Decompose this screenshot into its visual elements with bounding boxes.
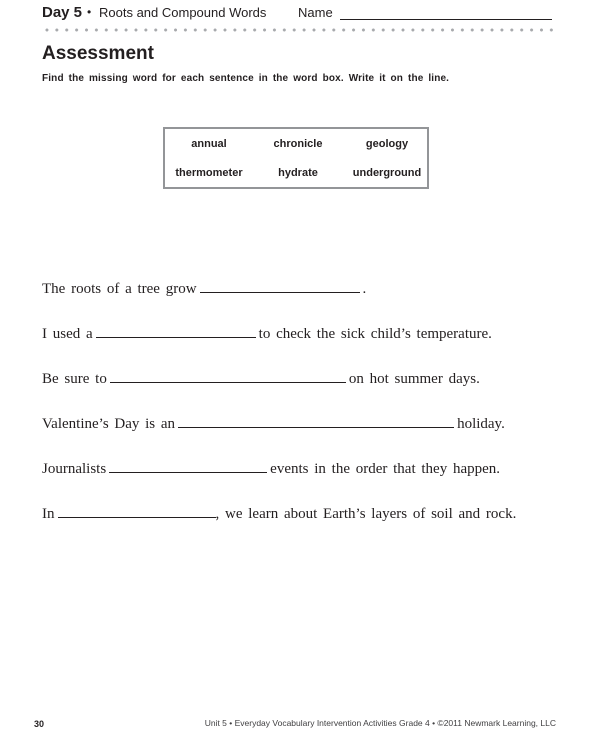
lesson-topic: Roots and Compound Words bbox=[99, 5, 267, 20]
sentence-text-before: In bbox=[42, 506, 55, 522]
name-line[interactable] bbox=[340, 19, 552, 20]
name-label: Name bbox=[298, 5, 333, 20]
page-header bbox=[42, 4, 562, 24]
sentence-text-after: on hot summer days. bbox=[348, 371, 480, 387]
sentence-5 bbox=[42, 458, 500, 478]
answer-blank-5[interactable] bbox=[109, 458, 267, 473]
page-title: Assessment bbox=[42, 43, 154, 64]
header-separator: • bbox=[87, 5, 92, 19]
word-annual: annual bbox=[191, 138, 227, 150]
answer-blank-1[interactable] bbox=[200, 278, 360, 293]
sentence-text-before: Be sure to bbox=[42, 371, 107, 387]
day-label: Day 5 bbox=[42, 4, 83, 21]
answer-blank-6[interactable] bbox=[58, 503, 216, 518]
answer-blank-2[interactable] bbox=[96, 323, 256, 338]
word-thermometer: thermometer bbox=[175, 167, 243, 179]
sentence-text-after: , we learn about Earth’s layers of soil and rock. bbox=[215, 506, 517, 522]
sentence-text-before: The roots of a tree grow bbox=[42, 281, 197, 297]
word-underground: underground bbox=[352, 167, 422, 179]
word-geology: geology bbox=[365, 138, 409, 150]
word-chronicle: chronicle bbox=[273, 138, 323, 150]
word-hydrate: hydrate bbox=[278, 167, 318, 179]
sentence-6 bbox=[42, 503, 516, 523]
sentence-3 bbox=[42, 368, 480, 388]
sentence-text-after: holiday. bbox=[457, 416, 505, 432]
dotted-divider bbox=[42, 28, 558, 32]
sentence-text-before: I used a bbox=[42, 326, 93, 342]
answer-blank-3[interactable] bbox=[110, 368, 346, 383]
instructions: Find the missing word for each sentence in the word box. Write it on the line. bbox=[42, 73, 450, 84]
word-box bbox=[163, 127, 429, 189]
sentence-1 bbox=[42, 278, 366, 298]
footer-credit: Unit 5 • Everyday Vocabulary Intervention Activities Grade 4 • ©2011 Newmark Learning, LLC bbox=[204, 718, 556, 728]
answer-blank-4[interactable] bbox=[178, 413, 454, 428]
sentence-text-after: to check the sick child’s temperature. bbox=[258, 326, 492, 342]
sentence-text-after: events in the order that they happen. bbox=[270, 461, 501, 477]
sentence-4 bbox=[42, 413, 505, 433]
sentence-text-before: Journalists bbox=[42, 461, 107, 477]
sentence-2 bbox=[42, 323, 492, 343]
sentence-text-after: . bbox=[362, 281, 367, 297]
page-number: 30 bbox=[34, 719, 45, 729]
sentence-text-before: Valentine’s Day is an bbox=[42, 416, 176, 432]
